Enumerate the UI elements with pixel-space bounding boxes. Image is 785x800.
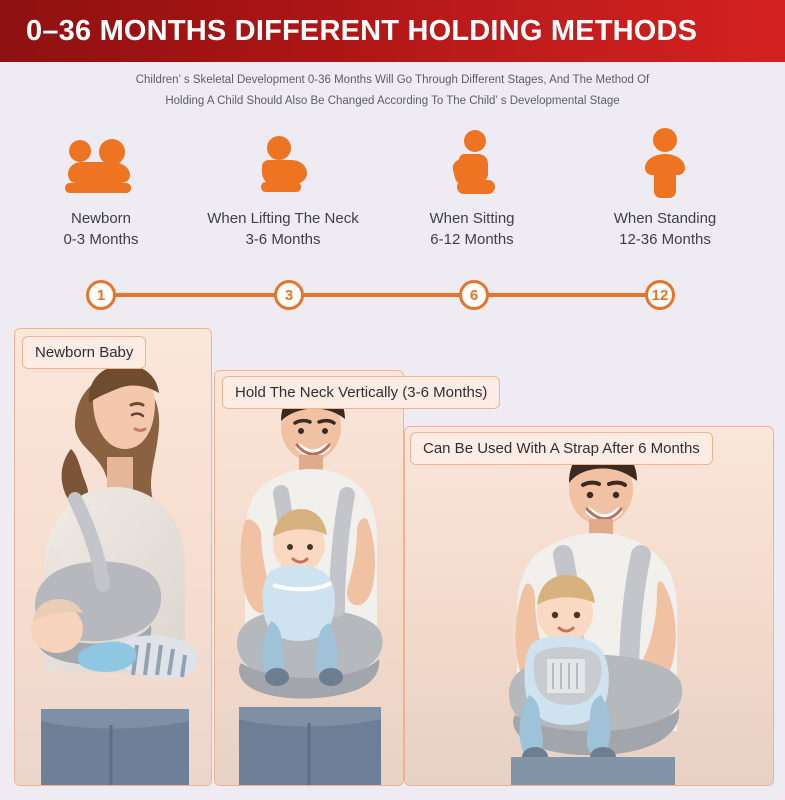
stages-row bbox=[0, 130, 785, 270]
baby-sitting-icon bbox=[396, 130, 548, 200]
newborn-baby-photo bbox=[15, 329, 211, 785]
header-bar bbox=[0, 0, 785, 62]
stage-standing-label-2: 12-36 Months bbox=[619, 231, 711, 248]
baby-standing-icon bbox=[582, 130, 748, 200]
photo-card-newborn-baby bbox=[14, 328, 212, 786]
subtitle bbox=[0, 70, 785, 112]
photo-card-used-with-strap bbox=[404, 426, 774, 786]
timeline-node-1: 1 bbox=[86, 280, 116, 310]
stage-standing-label-1: When Standing bbox=[613, 210, 717, 227]
caption-newborn-baby: Newborn Baby bbox=[22, 336, 146, 369]
timeline-node-3: 3 bbox=[274, 280, 304, 310]
subtitle-line-1: Children’ s Skeletal Development 0-36 Months Will Go Through Different Stages, And The Method Of bbox=[135, 74, 650, 86]
baby-lifting-neck-icon bbox=[190, 130, 376, 200]
baby-lying-icon bbox=[22, 130, 180, 200]
stage-newborn-label-2: 0-3 Months bbox=[63, 231, 139, 248]
photo-card-hold-neck-vertically bbox=[214, 370, 404, 786]
stage-sitting-label-2: 6-12 Months bbox=[430, 231, 514, 248]
timeline-node-12: 12 bbox=[645, 280, 675, 310]
subtitle-line-2: Holding A Child Should Also Be Changed According To The Child’ s Developmental Stage bbox=[165, 95, 620, 107]
stage-sitting-label-1: When Sitting bbox=[429, 210, 515, 227]
timeline bbox=[0, 272, 785, 316]
page-title: 0–36 MONTHS DIFFERENT HOLDING METHODS bbox=[26, 14, 698, 47]
timeline-line bbox=[100, 293, 660, 297]
stage-sitting bbox=[396, 130, 548, 250]
timeline-node-6: 6 bbox=[459, 280, 489, 310]
stage-lifting-neck-label-2: 3-6 Months bbox=[245, 231, 321, 248]
caption-hold-neck-vertically: Hold The Neck Vertically (3-6 Months) bbox=[222, 376, 500, 409]
hold-neck-vertically-photo bbox=[215, 371, 403, 785]
stage-newborn bbox=[22, 130, 180, 250]
stage-standing bbox=[582, 130, 748, 250]
stage-lifting-neck bbox=[190, 130, 376, 250]
stage-newborn-label-1: Newborn bbox=[70, 210, 132, 227]
stage-lifting-neck-label-1: When Lifting The Neck bbox=[207, 210, 359, 227]
caption-used-with-strap: Can Be Used With A Strap After 6 Months bbox=[410, 432, 713, 465]
used-with-strap-photo bbox=[405, 427, 773, 785]
